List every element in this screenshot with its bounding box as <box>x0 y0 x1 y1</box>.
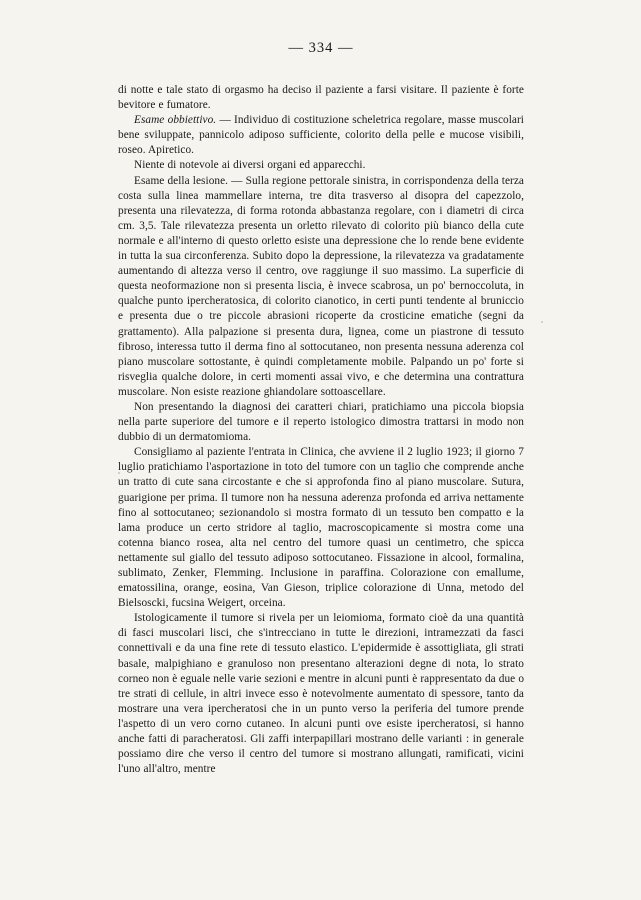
paragraph-lead-italic: Esame obbiettivo. <box>134 114 217 127</box>
page-number: — 334 — <box>288 40 354 56</box>
paper-speck <box>541 321 543 323</box>
body-text <box>118 83 524 777</box>
page-content <box>118 40 524 777</box>
paragraph-text: — Individuo di costituzione scheletrica regolare, masse muscolari bene sviluppate, pannicolo adiposo sufficiente, colorito della pelle e mucose visibili, roseo. Apiretico. <box>118 114 525 157</box>
paragraph: di notte e tale stato di orgasmo ha deciso il paziente a farsi visitare. Il paziente è forte bevitore e fumatore. <box>118 84 524 112</box>
paragraph: Istologicamente il tumore si rivela per un leiomioma, formato cioè da una quantità di fasci muscolari lisci, che s'intrecciano in tutte le direzioni, intramezzati da fasci connettivali e da una fine rete di tessuto elastico. L'epidermide è assottigliata, gli strati basale, malpighiano e granuloso non presentano alterazioni degne di nota, lo strato corneo non è eguale nelle varie sezioni e mentre in alcuni punti è rappresentato da due o tre strati di cellule, in altri invece esso è notevolmente aumentato di spessore, tanto da mostrare una vera ipercheratosi che in un punto verso la periferia del tumore prende l'aspetto di un vero corno cutaneo. In alcuni punti ove esiste ipercheratosi, si hanno anche fatti di paracheratosi. Gli zaffi interpapillari mostrano delle varianti : in generale possiamo dire che verso il centro del tumore si mostrano allungati, ramificati, vicini l'uno all'altro, mentre <box>118 612 525 776</box>
paragraph: Esame della lesione. — Sulla regione pettorale sinistra, in corrispondenza della terza costa sulla linea mammellare interna, tre dita trasverso al disopra del capezzolo, presenta una rilevatezza, di forma rotonda abbastanza regolare, con i diametri di circa cm. 3,5. Tale rilevatezza presenta un orletto rilevato di colorito più bianco della cute normale e all'interno di questo orletto esiste una depressione che lo rende bene evidente in tutta la sua circonferenza. Subito dopo la depressione, la rilevatezza va gradatamente aumentando di altezza verso il centro, ove raggiunge il suo massimo. La superficie di questa neoformazione non si presenta liscia, è invece scabrosa, un po' bernoccoluta, in qualche punto ipercheratosica, di colorito cianotico, in certi punti tendente al bruniccio e presenta due o tre piccole abrasioni ricoperte da crosticine ematiche (segni da grattamento). Alla palpazione si presenta dura, lignea, come un piastrone di tessuto fibroso, interessa tutto il derma fino al sottocutaneo, non presenta nessuna aderenza col piano muscolare sottostante, è quindi completamente mobile. Palpando un po' forte si risveglia qualche dolore, in certi momenti assai vivo, e che determina una contrattura muscolare. Non esiste reazione ghiandolare sottoascellare. <box>118 174 524 398</box>
paragraph: Consigliamo al paziente l'entrata in Clinica, che avviene il 2 luglio 1923; il giorno 7 luglio pratichiamo l'asportazione in toto del tumore con un taglio che comprende anche un tratto di cute sana circostante e che si approfonda fino al piano muscolare. Sutura, guarigione per prima. Il tumore non ha nessuna aderenza profonda ed arriva nettamente fino al sottocutaneo; sezionandolo si mostra formato di un tessuto ben compatto e la lama produce un certo stridore al taglio, macroscopicamente si mostra come una cotenna bianco rosea, alta nel centro del tumore quasi un centimetro, che spicca nettamente sul giallo del tessuto adiposo sottocutaneo. Fissazione in alcool, formalina, sublimato, Zenker, Flemming. Inclusione in paraffina. Colorazione con emallume, ematossilina, orange, eosina, Van Gieson, triplice colorazione di Unna, metodo del Bielsoscki, fucsina Weigert, orceina. <box>118 446 524 610</box>
paragraph: Niente di notevole ai diversi organi ed apparecchi. <box>134 159 366 172</box>
paragraph <box>118 113 524 158</box>
paragraph: Non presentando la diagnosi dei caratteri chiari, pratichiamo una piccola biopsia nella parte superiore del tumore e il reperto istologico dimostra trattarsi in modo non dubbio di un dermatomioma. <box>118 400 524 444</box>
